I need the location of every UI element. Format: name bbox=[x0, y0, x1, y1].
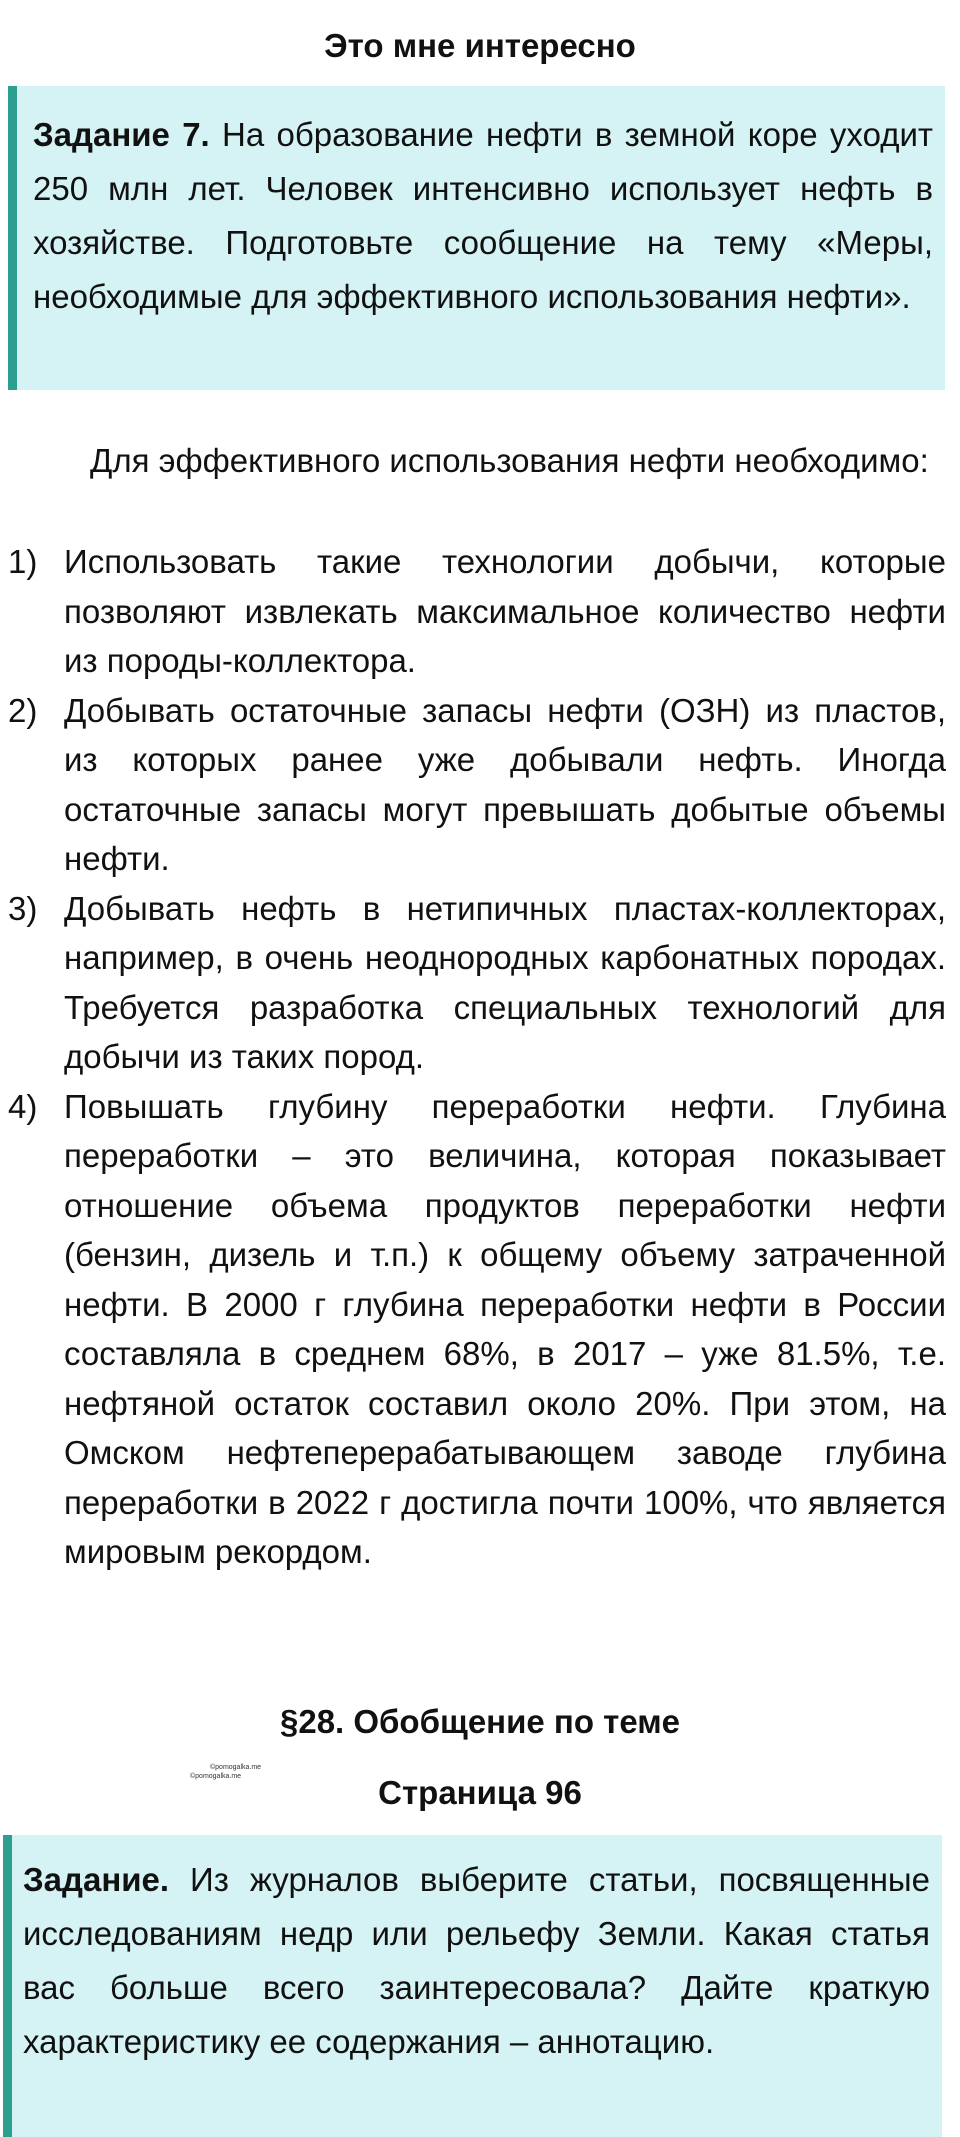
answer-intro: Для эффективного использования нефти необходимо: bbox=[90, 442, 929, 479]
measure-item-3 bbox=[0, 884, 946, 1082]
section-title-summary: §28. Обобщение по теме bbox=[279, 1703, 681, 1740]
measure-text-3: Добывать нефть в нетипичных пластах-коллекторах, например, в очень неоднородных карбонатных породах. Требуется разработка специальных технологий для добычи из таких пород. bbox=[64, 889, 946, 1075]
measure-item-1 bbox=[0, 537, 946, 686]
task-7-text: На образование нефти в земной коре уходит 250 млн лет. Человек интенсивно использует нефть в хозяйстве. Подготовьте сообщение на тему «Меры, необходимые для эффективного использования нефти». bbox=[33, 116, 933, 315]
measure-number-2: 2) bbox=[8, 691, 38, 729]
task-7-label: Задание 7. bbox=[33, 116, 210, 153]
watermark-text: ©pomogalka.me bbox=[190, 1773, 242, 1780]
measure-item-2 bbox=[0, 686, 946, 884]
measures-list bbox=[0, 537, 946, 1577]
measure-number-3: 3) bbox=[8, 889, 38, 927]
section-title-interesting: Это мне интересно bbox=[324, 27, 636, 64]
measure-number-1: 1) bbox=[8, 543, 38, 580]
final-task-text: Из журналов выберите статьи, посвященные исследованиям недр или рельефу Земли. Какая статья вас больше всего заинтересовала? Дайте краткую характеристику ее содержания – аннотацию. bbox=[23, 1861, 930, 2060]
page-number-heading: Страница 96 bbox=[378, 1774, 582, 1811]
measure-text-2: Добывать остаточные запасы нефти (ОЗН) из пластов, из которых ранее уже добывали нефть. Иногда остаточные запасы могут превышать добытые объемы нефти. bbox=[64, 691, 946, 877]
measure-text-1: Использовать такие технологии добычи, которые позволяют извлекать максимальное количество нефти из породы-коллектора. bbox=[64, 543, 946, 679]
measure-number-4: 4) bbox=[8, 1087, 38, 1125]
watermark-text: ©pomogalka.me bbox=[210, 1764, 262, 1771]
measure-item-4 bbox=[0, 1082, 946, 1577]
task-7-box bbox=[8, 86, 945, 390]
measure-text-4: Повышать глубину переработки нефти. Глубина переработки – это величина, которая показывает отношение объема продуктов переработки нефти (бензин, дизель и т.п.) к общему объему затраченной нефти. В 2000 г глубина переработки нефти в России составляла в среднем 68%, в 2017 – уже 81.5%, т.е. нефтяной остаток составил около 20%. При этом, на Омском нефтеперерабатывающем заводе глубина переработки в 2022 г достигла почти 100%, что является мировым рекордом. bbox=[64, 1087, 946, 1570]
final-task-box bbox=[3, 1835, 942, 2137]
final-task-label: Задание. bbox=[23, 1861, 170, 1898]
